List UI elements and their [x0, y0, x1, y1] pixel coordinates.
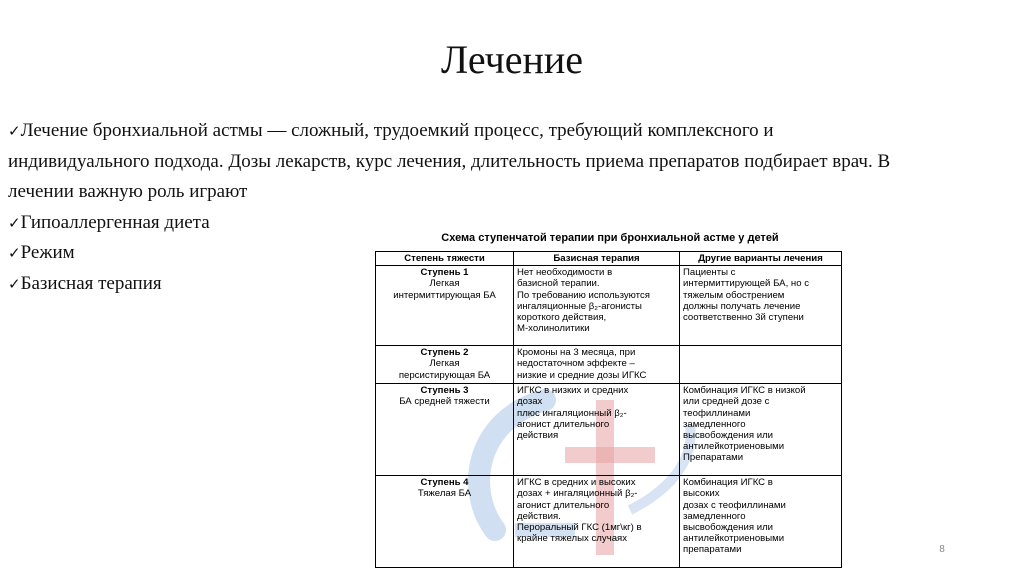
cell-line: Нет необходимости в [517, 267, 613, 279]
column-header: Базисная терапия [514, 252, 680, 266]
cell-line: дозах с теофиллинами [683, 499, 786, 511]
cell-line: антилейкотриеновыми [683, 441, 785, 453]
table-row [376, 384, 842, 476]
cell-line: высвобождения или [683, 430, 774, 442]
table-header-row [376, 252, 842, 266]
cell-line: или средней дозе с [683, 396, 770, 408]
table-row [376, 476, 842, 568]
cell-line: действия [517, 430, 559, 442]
bullet-item: ✓Базисная терапия [8, 272, 162, 294]
checkmark-icon: ✓ [8, 244, 21, 262]
other-treatment-cell [680, 266, 842, 346]
basic-therapy-cell [514, 384, 680, 476]
table-title: Схема ступенчатой терапии при бронхиальной астме у детей [441, 232, 779, 244]
checkmark-icon: ✓ [8, 213, 21, 232]
basic-therapy-cell [514, 266, 680, 346]
intro-paragraph [8, 116, 908, 208]
cell-line: Пациенты с [683, 267, 736, 279]
cell-line: Комбинация ИГКС в низкой [683, 385, 806, 397]
cell-line: тяжелым обострением [683, 289, 785, 301]
cell-line: ингаляционные β₂-агонисты [517, 300, 642, 312]
severity-line: персистирующая БА [398, 369, 491, 381]
cell-line: высоких [683, 488, 720, 500]
bullet-item: ✓Гипоаллергенная диета [8, 211, 210, 233]
severity-cell [376, 476, 514, 568]
cell-line: дозах [517, 396, 543, 408]
intro-line: ✓Лечение бронхиальной астмы — сложный, трудоемкий процесс, требующий комплексного и [8, 120, 774, 141]
cell-line: низкие и средние дозы ИГКС [517, 369, 647, 381]
cell-line: короткого действия, [517, 312, 607, 324]
cell-line: М-холинолитики [517, 323, 590, 335]
table-row [376, 346, 842, 384]
basic-therapy-cell [514, 346, 680, 384]
cell-line: Пероральный ГКС (1мг\кг) в [517, 522, 642, 534]
severity-cell [376, 266, 514, 346]
cell-line: высвобождения или [683, 522, 774, 534]
step-name: Ступень 2 [420, 347, 469, 359]
slide-title: Лечение [440, 37, 584, 82]
cell-line: Препаратами [683, 452, 744, 464]
cell-line: дозах + ингаляционный β₂- [517, 488, 638, 500]
step-name: Ступень 3 [420, 385, 469, 397]
page-number: 8 [939, 544, 945, 555]
bullet-item: ✓Режим [8, 242, 75, 263]
severity-cell [376, 346, 514, 384]
step-name: Ступень 4 [420, 477, 469, 489]
intro-line: индивидуального подхода. Дозы лекарств, курс лечения, длительность приема препаратов подбирает врач. В [8, 150, 891, 172]
cell-line: плюс ингаляционный β₂- [517, 407, 627, 419]
other-treatment-cell [680, 384, 842, 476]
cell-line: интермиттирующей БА, но с [683, 278, 809, 290]
cell-line: агонист длительного [517, 499, 610, 511]
cell-line: действия. [517, 510, 561, 522]
cell-line: соответственно 3й ступени [683, 312, 804, 324]
cell-line: базисной терапии. [517, 278, 600, 290]
severity-line: Тяжелая БА [417, 488, 472, 500]
table-row [376, 266, 842, 346]
column-header: Степень тяжести [376, 252, 514, 266]
column-header: Другие варианты лечения [680, 252, 842, 266]
other-treatment-cell [680, 476, 842, 568]
cell-line: препаратами [683, 544, 742, 556]
step-name: Ступень 1 [420, 267, 469, 279]
checkmark-icon: ✓ [8, 122, 21, 140]
therapy-table [375, 251, 842, 568]
cell-line: антилейкотриеновыми [683, 533, 785, 545]
severity-line: интермиттирующая БА [393, 289, 496, 301]
cell-line: Комбинация ИГКС в [683, 477, 773, 489]
cell-line: ИГКС в низких и средних [517, 385, 629, 397]
cell-line: крайне тяжелых случаях [517, 533, 628, 545]
cell-line: По требованию используются [517, 289, 650, 301]
cell-line: должны получать лечение [683, 300, 801, 312]
severity-line: Легкая [429, 278, 460, 290]
cell-line: замедленного [683, 510, 746, 522]
cell-line: замедленного [683, 418, 746, 430]
checkmark-icon: ✓ [8, 274, 21, 293]
severity-cell [376, 384, 514, 476]
other-treatment-cell [680, 346, 842, 384]
cell-line: ИГКС в средних и высоких [517, 477, 636, 489]
cell-line: Кромоны на 3 месяца, при [517, 347, 636, 359]
severity-line: БА средней тяжести [399, 396, 490, 408]
basic-therapy-cell [514, 476, 680, 568]
cell-line: теофиллинами [683, 407, 751, 419]
severity-line: Легкая [429, 358, 460, 370]
intro-line: лечении важную роль играют [8, 181, 248, 202]
cell-line: агонист длительного [517, 418, 610, 430]
cell-line: недостаточном эффекте – [517, 358, 635, 370]
